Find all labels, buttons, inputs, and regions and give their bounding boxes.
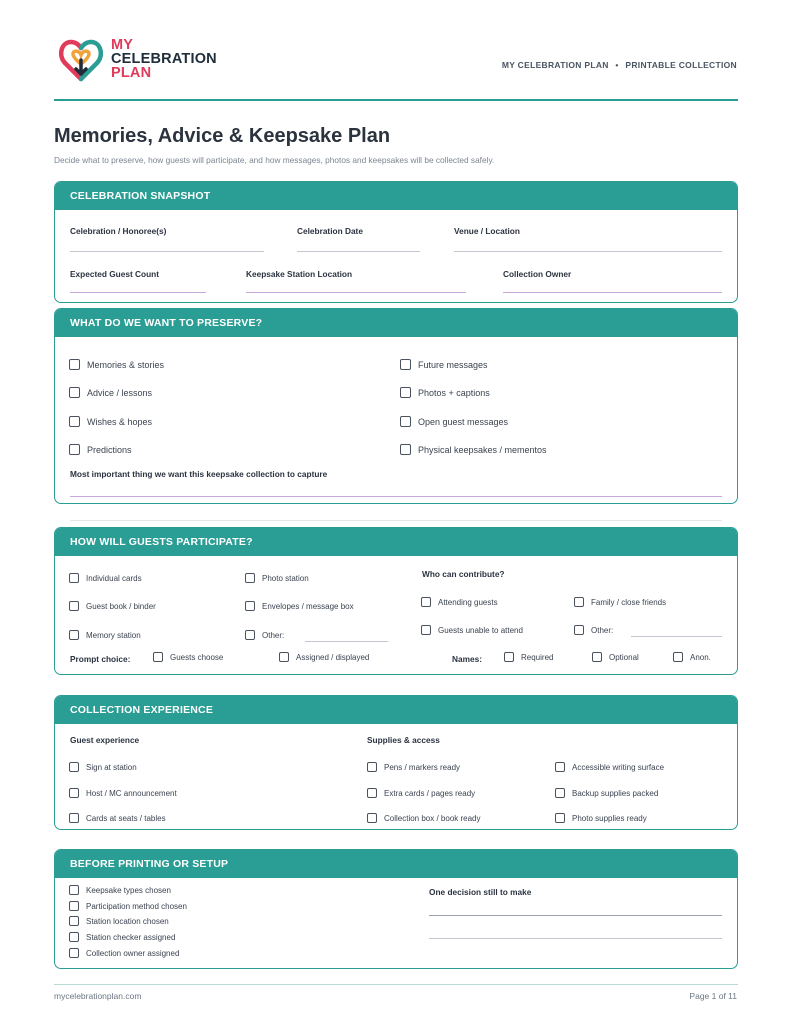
supplies-access-label: Supplies & access <box>367 735 440 745</box>
checkbox-names-optional[interactable] <box>592 652 639 662</box>
checkbox-label: Cards at seats / tables <box>86 813 166 823</box>
checkbox-participation-method[interactable] <box>69 901 187 911</box>
checkbox-keepsake-types[interactable] <box>69 885 171 895</box>
section-celebration-snapshot <box>54 181 738 303</box>
header-tagline <box>502 60 737 70</box>
checkbox-box[interactable] <box>400 387 411 398</box>
checkbox-label: Required <box>521 652 554 662</box>
checkbox-wishes[interactable] <box>69 416 152 427</box>
section-preserve <box>54 308 738 504</box>
section-collection-experience <box>54 695 738 830</box>
checkbox-label: Individual cards <box>86 573 142 583</box>
venue-field[interactable] <box>454 251 722 252</box>
checkbox-family-friends[interactable] <box>574 597 666 607</box>
header-collection: PRINTABLE COLLECTION <box>625 60 737 70</box>
checkbox-box[interactable] <box>367 788 377 798</box>
checkbox-label: Attending guests <box>438 597 498 607</box>
collection-owner-label: Collection Owner <box>503 269 572 279</box>
checkbox-envelopes[interactable] <box>245 601 354 611</box>
most-important-label: Most important thing we want this keepsake collection to capture <box>70 469 328 479</box>
checkbox-other-contributor[interactable] <box>574 625 613 635</box>
checkbox-label: Keepsake types chosen <box>86 885 171 895</box>
checkbox-label: Station location chosen <box>86 916 169 926</box>
date-label: Celebration Date <box>297 226 363 236</box>
checkbox-label: Backup supplies packed <box>572 788 659 798</box>
section-heading: WHAT DO WE WANT TO PRESERVE? <box>55 309 737 337</box>
decision-label: One decision still to make <box>429 887 532 897</box>
checkbox-box[interactable] <box>69 762 79 772</box>
station-location-label: Keepsake Station Location <box>246 269 353 279</box>
honoree-field[interactable] <box>70 251 264 252</box>
checkbox-guests-choose[interactable] <box>153 652 223 662</box>
date-field[interactable] <box>297 251 420 252</box>
checkbox-label: Anon. <box>690 652 711 662</box>
checkbox-other-method[interactable] <box>245 630 284 640</box>
guest-count-field[interactable] <box>70 292 206 293</box>
checkbox-label: Guest book / binder <box>86 601 156 611</box>
names-label: Names: <box>452 654 482 664</box>
checkbox-box[interactable] <box>69 932 79 942</box>
guest-experience-label: Guest experience <box>70 735 140 745</box>
other-method-field[interactable] <box>305 641 388 642</box>
checkbox-box[interactable] <box>367 762 377 772</box>
checkbox-label: Family / close friends <box>591 597 667 607</box>
checkbox-label: Accessible writing surface <box>572 762 665 772</box>
checkbox-open-messages[interactable] <box>400 416 508 427</box>
page-title: Memories, Advice & Keepsake Plan <box>54 125 391 147</box>
checkbox-label: Future messages <box>418 359 488 370</box>
checkbox-memory-station[interactable] <box>69 630 141 640</box>
checkbox-label: Envelopes / message box <box>262 601 354 611</box>
checkbox-label: Photo station <box>262 573 309 583</box>
checkbox-physical-keepsakes[interactable] <box>400 444 547 455</box>
logo <box>59 36 229 82</box>
checkbox-host-announcement[interactable] <box>69 788 177 798</box>
checkbox-box[interactable] <box>245 630 255 640</box>
checkbox-names-anon[interactable] <box>673 652 711 662</box>
checkbox-label: Open guest messages <box>418 416 509 427</box>
checkbox-station-checker[interactable] <box>69 932 175 942</box>
checkbox-label: Physical keepsakes / mementos <box>418 444 547 455</box>
checkbox-label: Collection owner assigned <box>86 948 180 958</box>
footer-site: mycelebrationplan.com <box>54 991 142 1001</box>
checkbox-label: Participation method chosen <box>86 901 187 911</box>
checkbox-box[interactable] <box>421 597 431 607</box>
logo-text-plan: PLAN <box>111 65 152 81</box>
checkbox-label: Predictions <box>87 444 132 455</box>
page-subtitle: Decide what to preserve, how guests will participate, and how messages, photos and keepsakes will be collected safely. <box>54 155 495 165</box>
checkbox-label: Pens / markers ready <box>384 762 461 772</box>
checkbox-individual-cards[interactable] <box>69 573 142 583</box>
logo-text-my: MY <box>111 37 134 53</box>
checkbox-photo-station[interactable] <box>245 573 309 583</box>
section-participate <box>54 527 738 675</box>
checkbox-box[interactable] <box>574 597 584 607</box>
checkbox-cards-at-seats[interactable] <box>69 813 166 823</box>
checkbox-box[interactable] <box>69 359 80 370</box>
checkbox-label: Photo supplies ready <box>572 813 647 823</box>
checkbox-unable-to-attend[interactable] <box>421 625 523 635</box>
checkbox-box[interactable] <box>69 387 80 398</box>
checkbox-backup-supplies[interactable] <box>555 788 658 798</box>
checkbox-sign-at-station[interactable] <box>69 762 137 772</box>
collection-owner-field[interactable] <box>503 292 722 293</box>
checkbox-box[interactable] <box>592 652 602 662</box>
guest-count-label: Expected Guest Count <box>70 269 159 279</box>
honoree-label: Celebration / Honoree(s) <box>70 226 167 236</box>
section-heading: COLLECTION EXPERIENCE <box>55 696 737 724</box>
prompt-choice-label: Prompt choice: <box>70 654 131 664</box>
footer-page-number: Page 1 of 11 <box>689 991 737 1001</box>
section-heading: CELEBRATION SNAPSHOT <box>55 182 737 210</box>
checkbox-box[interactable] <box>69 948 79 958</box>
checkbox-label: Other: <box>591 625 614 635</box>
section-heading: HOW WILL GUESTS PARTICIPATE? <box>55 528 737 556</box>
footer-divider <box>54 984 738 985</box>
checkbox-collection-owner[interactable] <box>69 948 179 958</box>
checkbox-label: Station checker assigned <box>86 932 176 942</box>
decision-field-1[interactable] <box>429 915 722 916</box>
decision-field-2[interactable] <box>429 938 722 939</box>
section-before-printing <box>54 849 738 969</box>
checkbox-extra-cards[interactable] <box>367 788 475 798</box>
checkbox-label: Host / MC announcement <box>86 788 177 798</box>
checkbox-box[interactable] <box>69 916 79 926</box>
checkbox-box[interactable] <box>69 630 79 640</box>
checkbox-box[interactable] <box>673 652 683 662</box>
checkbox-label: Memory station <box>86 630 141 640</box>
checkbox-box[interactable] <box>69 601 79 611</box>
checkbox-assigned-displayed[interactable] <box>279 652 369 662</box>
checkbox-advice[interactable] <box>69 387 152 398</box>
checkbox-label: Collection box / book ready <box>384 813 481 823</box>
checkbox-box[interactable] <box>153 652 163 662</box>
checkbox-label: Guests choose <box>170 652 224 662</box>
header-brand: MY CELEBRATION PLAN <box>501 60 609 70</box>
checkbox-box[interactable] <box>245 601 255 611</box>
section-heading: BEFORE PRINTING OR SETUP <box>55 850 737 878</box>
heart-logo-icon <box>59 36 103 82</box>
checkbox-box[interactable] <box>400 444 411 455</box>
checkbox-box[interactable] <box>555 762 565 772</box>
checkbox-memories[interactable] <box>69 359 164 370</box>
checkbox-photo-supplies[interactable] <box>555 813 647 823</box>
who-contribute-label: Who can contribute? <box>422 569 505 579</box>
checkbox-box[interactable] <box>245 573 255 583</box>
other-contributor-field[interactable] <box>631 636 722 637</box>
checkbox-pens-ready[interactable] <box>367 762 460 772</box>
checkbox-collection-box[interactable] <box>367 813 481 823</box>
checkbox-label: Extra cards / pages ready <box>384 788 476 798</box>
checkbox-box[interactable] <box>400 359 411 370</box>
checkbox-box[interactable] <box>555 788 565 798</box>
station-location-field[interactable] <box>246 292 466 293</box>
checkbox-box[interactable] <box>279 652 289 662</box>
checkbox-box[interactable] <box>574 625 584 635</box>
logo-text-celebration: CELEBRATION <box>111 51 217 67</box>
checkbox-station-location[interactable] <box>69 916 169 926</box>
checkbox-label: Assigned / displayed <box>296 652 370 662</box>
header-divider <box>54 99 738 101</box>
checkbox-future-messages[interactable] <box>400 359 488 370</box>
checkbox-box[interactable] <box>504 652 514 662</box>
checkbox-box[interactable] <box>69 573 79 583</box>
checkbox-box[interactable] <box>69 444 80 455</box>
checkbox-photos-captions[interactable] <box>400 387 490 398</box>
checkbox-label: Advice / lessons <box>87 387 153 398</box>
checkbox-label: Sign at station <box>86 762 137 772</box>
checkbox-box[interactable] <box>69 416 80 427</box>
checkbox-box[interactable] <box>400 416 411 427</box>
checkbox-label: Other: <box>262 630 285 640</box>
checkbox-label: Memories & stories <box>87 359 165 370</box>
checkbox-box[interactable] <box>69 901 79 911</box>
checkbox-label: Optional <box>609 652 639 662</box>
checkbox-guest-book[interactable] <box>69 601 156 611</box>
checkbox-box[interactable] <box>421 625 431 635</box>
checkbox-box[interactable] <box>69 788 79 798</box>
venue-label: Venue / Location <box>454 226 520 236</box>
checkbox-predictions[interactable] <box>69 444 132 455</box>
checkbox-box[interactable] <box>367 813 377 823</box>
checkbox-box[interactable] <box>69 885 79 895</box>
checkbox-attending-guests[interactable] <box>421 597 498 607</box>
checkbox-label: Guests unable to attend <box>438 625 523 635</box>
checkbox-writing-surface[interactable] <box>555 762 664 772</box>
checkbox-label: Wishes & hopes <box>87 416 153 427</box>
section-divider <box>70 520 722 521</box>
header-separator: • <box>615 60 619 70</box>
checkbox-names-required[interactable] <box>504 652 553 662</box>
checkbox-box[interactable] <box>69 813 79 823</box>
checkbox-label: Photos + captions <box>418 387 490 398</box>
most-important-field[interactable] <box>70 496 722 497</box>
checkbox-box[interactable] <box>555 813 565 823</box>
